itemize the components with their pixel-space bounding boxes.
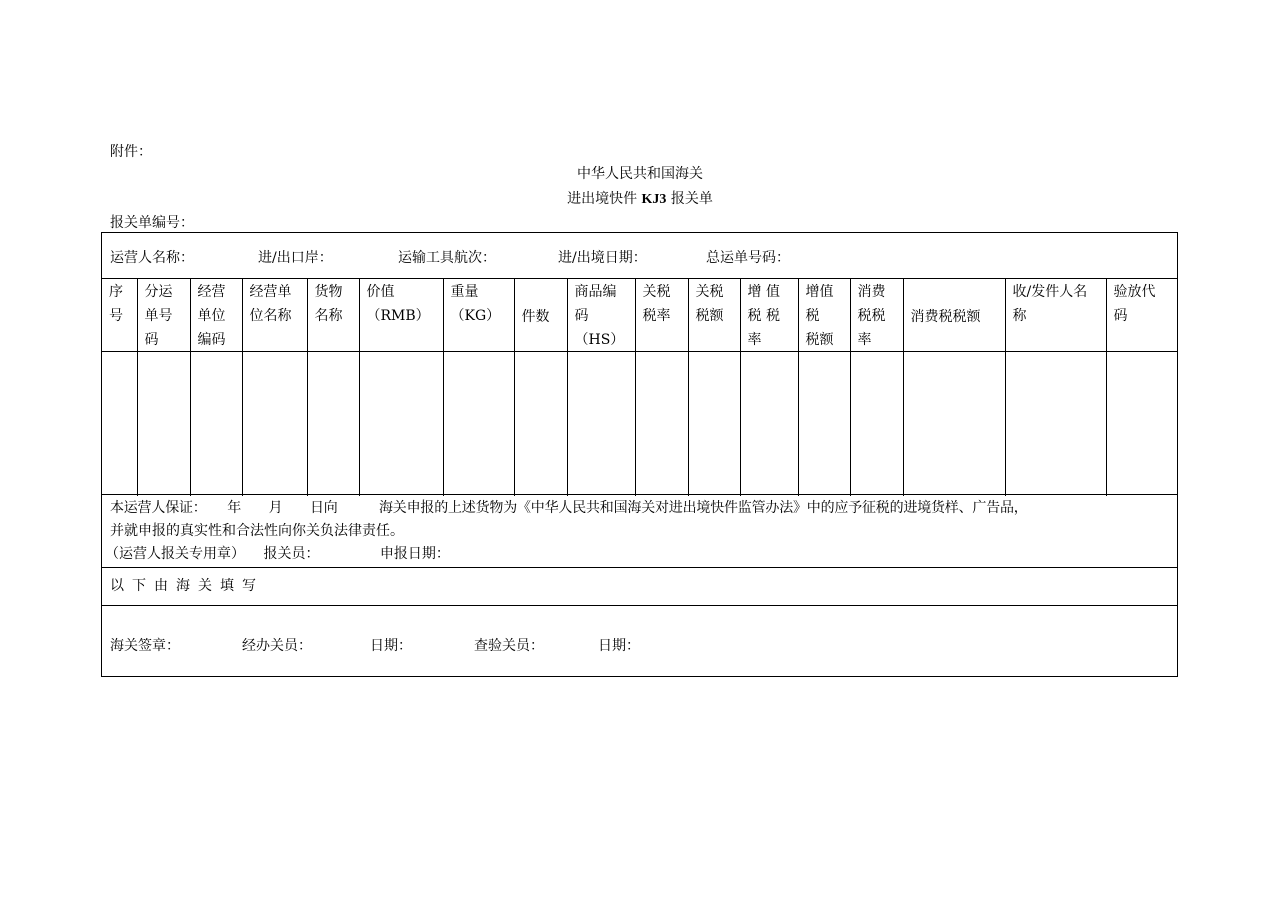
column-header <box>635 278 688 353</box>
column-header-line: 税额 <box>695 308 724 324</box>
guarantee-line-2: 并就申报的真实性和合法性向你关负法律责任。 <box>110 523 404 539</box>
header-fields <box>102 247 1177 267</box>
column-header-line: 商品编 <box>574 284 617 300</box>
column-header <box>903 278 1005 353</box>
column-header-line: 重量 <box>450 284 479 300</box>
column-header-line: 经营单 <box>249 284 292 300</box>
column-header-line: 单号 <box>144 308 173 324</box>
guarantee-line-1: 本运营人保证： 年 月 日向 海关申报的上述货物为《中华人民共和国海关对进出境快件监管办法》中的应予征税的进境货样、广告品， <box>110 500 1028 516</box>
date-label-1: 日期： <box>370 638 412 654</box>
table-cell[interactable] <box>903 353 1005 496</box>
table-cell[interactable] <box>635 353 688 496</box>
column-header-line: （KG） <box>450 308 501 324</box>
table-cell[interactable] <box>850 353 903 496</box>
table-cell[interactable] <box>1106 353 1176 496</box>
column-header <box>242 278 307 353</box>
table-cell[interactable] <box>798 353 850 496</box>
column-header-line: 率 <box>747 332 762 348</box>
column-header <box>1106 278 1176 353</box>
table-cell[interactable] <box>688 353 740 496</box>
column-header <box>307 278 359 353</box>
column-header-line: （HS） <box>574 332 625 348</box>
column-header <box>688 278 740 353</box>
table-cell[interactable] <box>137 353 190 496</box>
table-cell[interactable] <box>102 353 137 496</box>
column-header-line: 税 <box>805 308 820 324</box>
column-header-line: 位名称 <box>249 308 292 324</box>
table-cell[interactable] <box>443 353 514 496</box>
column-header-line: 码 <box>574 308 589 324</box>
voyage-label: 运输工具航次： <box>398 250 496 266</box>
column-header-line: 编码 <box>197 332 226 348</box>
column-header-line: 单位 <box>197 308 226 324</box>
customs-seal-label: 海关签章： <box>110 638 180 654</box>
attachment-label: 附件： <box>110 144 152 160</box>
form-number-label: 报关单编号： <box>110 215 194 231</box>
column-header <box>514 278 567 353</box>
column-header-line: 税税 <box>857 308 886 324</box>
customs-signature-row <box>102 635 1177 655</box>
column-header <box>102 278 137 353</box>
table-cell[interactable] <box>190 353 242 496</box>
table-cell[interactable] <box>1005 353 1106 496</box>
column-header-line: 增值 <box>805 284 834 300</box>
column-header-line: 关税 <box>642 284 671 300</box>
column-header-line: 货物 <box>314 284 343 300</box>
table-empty-row <box>102 353 1176 496</box>
column-header-line: 税率 <box>642 308 671 324</box>
column-header-line: 名称 <box>314 308 343 324</box>
column-header <box>190 278 242 353</box>
goods-table <box>102 278 1176 496</box>
column-header-line: 消费 <box>857 284 886 300</box>
operator-seal-label: （运营人报关专用章） <box>105 546 245 562</box>
column-header-line: （RMB） <box>366 308 430 324</box>
port-label: 进/出口岸： <box>258 250 333 266</box>
column-header <box>443 278 514 353</box>
column-header-line: 经营 <box>197 284 226 300</box>
form-title: 中华人民共和国海关 <box>577 166 703 182</box>
customs-use-heading: 以下由海关填写 <box>110 578 264 594</box>
column-header-line: 分运 <box>144 284 173 300</box>
column-header <box>1005 278 1106 353</box>
clerk-label: 报关员： <box>263 546 320 562</box>
column-header-line: 码 <box>1113 308 1128 324</box>
column-header <box>137 278 190 353</box>
column-header <box>798 278 850 353</box>
column-header-line: 序 <box>109 284 123 300</box>
column-header-line: 称 <box>1012 308 1027 324</box>
column-header-line: 税额 <box>805 332 834 348</box>
column-header-line: 收/发件人名 <box>1012 284 1088 300</box>
entry-exit-date-label: 进/出境日期： <box>558 250 647 266</box>
operator-name-label: 运营人名称： <box>110 250 194 266</box>
table-cell[interactable] <box>514 353 567 496</box>
column-header-line: 率 <box>857 332 872 348</box>
column-header <box>567 278 635 353</box>
table-header-row <box>102 278 1176 353</box>
table-cell[interactable] <box>307 353 359 496</box>
table-cell[interactable] <box>359 353 443 496</box>
table-cell[interactable] <box>242 353 307 496</box>
officer-label: 经办关员： <box>242 638 312 654</box>
declare-date-label: 申报日期： <box>379 546 450 562</box>
table-cell[interactable] <box>740 353 798 496</box>
column-header-line: 件数 <box>521 308 550 325</box>
inspector-label: 查验关员： <box>474 638 544 654</box>
column-header <box>850 278 903 353</box>
column-header-line: 价值 <box>366 284 395 300</box>
column-header-line: 关税 <box>695 284 724 300</box>
column-header-line: 消费税税额 <box>910 308 981 325</box>
column-header-line: 验放代 <box>1113 284 1156 300</box>
column-header-line: 税 税 <box>747 308 780 324</box>
column-header-line: 号 <box>109 308 123 324</box>
column-header <box>359 278 443 353</box>
date-label-2: 日期： <box>598 638 640 654</box>
table-cell[interactable] <box>567 353 635 496</box>
declaration-form-box <box>101 232 1178 677</box>
column-header-line: 增 值 <box>747 284 780 300</box>
guarantee-statement <box>105 497 1167 566</box>
column-header <box>740 278 798 353</box>
column-header-line: 码 <box>144 332 159 348</box>
master-waybill-label: 总运单号码： <box>706 250 790 266</box>
form-subtitle: 进出境快件 KJ3 报关单 <box>567 191 713 207</box>
